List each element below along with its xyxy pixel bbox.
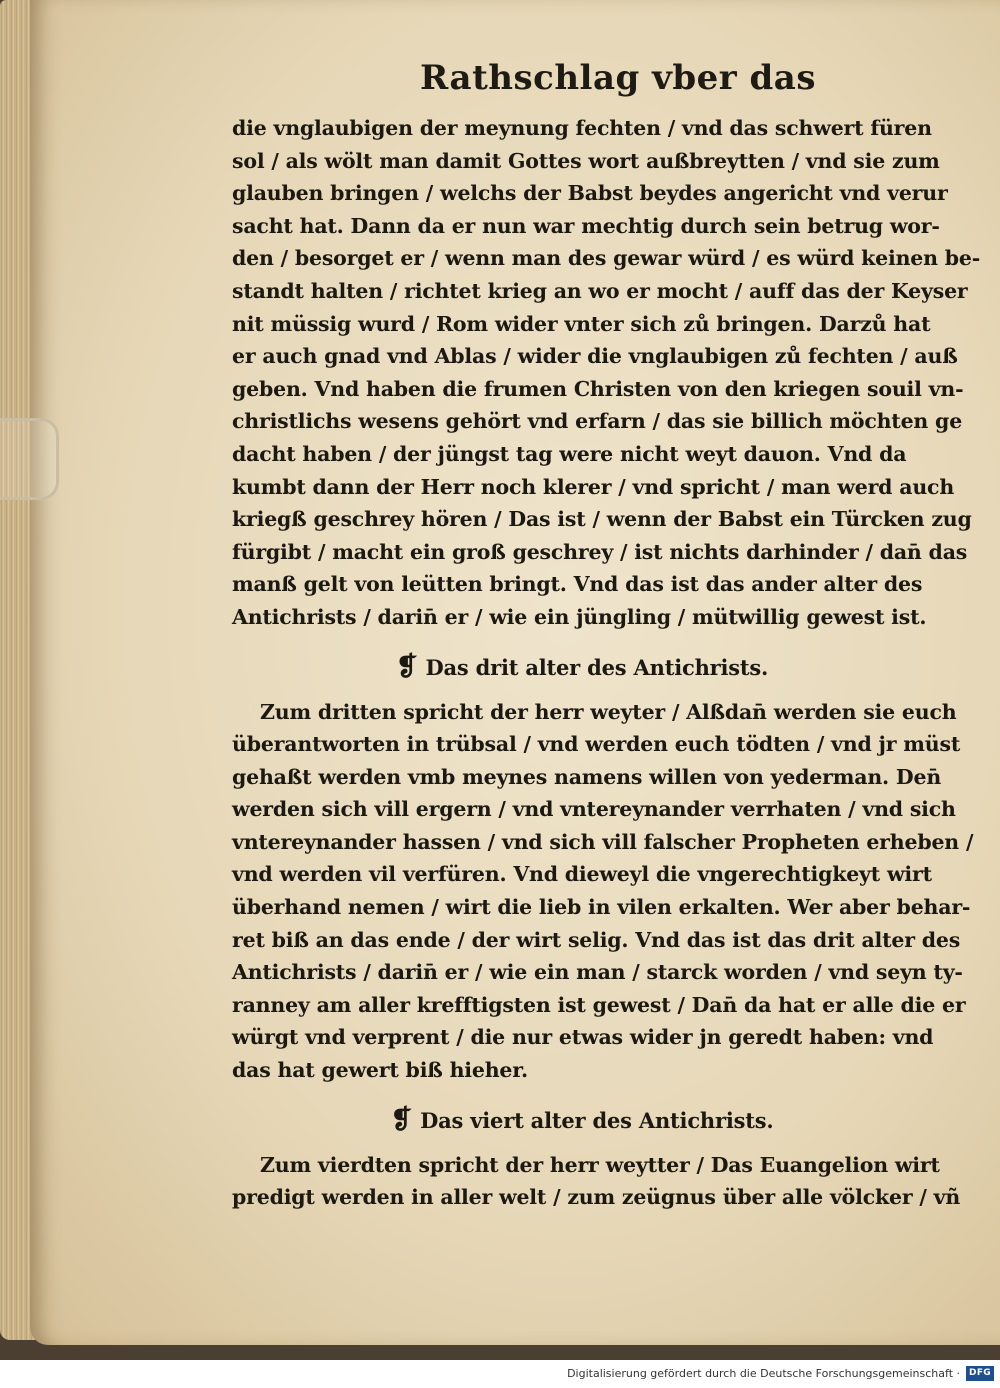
text-line: Zum dritten spricht der herr weyter / Alßdan̄ werden sie euch — [260, 699, 957, 724]
text-line: dacht haben / der jüngst tag were nicht weyt dauon. Vnd da — [232, 441, 907, 466]
text-line: predigt werden in aller welt / zum zeügnus über alle völcker / vñ — [232, 1185, 961, 1210]
text-line: geben. Vnd haben die frumen Christen von den kriegen souil vn- — [232, 376, 964, 401]
pilcrow-icon: ❡ — [395, 651, 418, 682]
text-line: das hat gewert biß hieher. — [232, 1058, 528, 1083]
text-line: vntereynander hassen / vnd sich vill falscher Propheten erheben / — [232, 829, 974, 854]
paragraph-third-age — [232, 696, 974, 1087]
section-heading-text: Das drit alter des Antichrists. — [425, 654, 769, 680]
dfg-logo: DFG — [966, 1366, 994, 1381]
paragraph-antichrist-second-age — [232, 112, 981, 634]
text-line: christlichs wesens gehört vnd erfarn / das sie billich möchten ge — [232, 409, 963, 434]
section-heading-fourth-age — [232, 1097, 932, 1143]
text-line: standt halten / richtet krieg an wo er mocht / auff das der Keyser — [232, 278, 968, 303]
pilcrow-icon: ❡ — [390, 1104, 413, 1135]
text-line: die vnglaubigen der meynung fechten / vnd das schwert füren — [232, 116, 932, 140]
paragraph-fourth-age — [232, 1149, 961, 1214]
text-line: kumbt dann der Herr noch klerer / vnd spricht / man werd auch — [232, 474, 955, 499]
footer-bar — [0, 1360, 1000, 1388]
running-head: Rathschlag vber das — [420, 58, 816, 98]
text-line: glauben bringen / welchs der Babst beydes angericht vnd verur — [232, 181, 948, 206]
text-line: kriegß geschrey hören / Das ist / wenn der Babst ein Türcken zug — [232, 507, 972, 532]
text-line: manß gelt von leütten bringt. Vnd das ist das ander alter des — [232, 572, 923, 597]
text-line: überhand nemen / wirt die lieb in vilen erkalten. Wer aber behar- — [232, 895, 971, 920]
text-line: überantworten in trübsal / vnd werden euch tödten / vnd jr müst — [232, 732, 961, 757]
text-line: fürgibt / macht ein groß geschrey / ist nichts darhinder / dan̄ das — [232, 539, 968, 564]
text-line: den / besorget er / wenn man des gewar würd / es würd keinen be- — [232, 246, 981, 271]
text-line: ranney am aller krefftigsten ist gewest / Dan̄ da hat er alle die er — [232, 992, 966, 1017]
text-line: ret biß an das ende / der wirt selig. Vnd das ist das drit alter des — [232, 927, 961, 952]
text-line: sacht hat. Dann da er nun war mechtig durch sein betrug wor- — [232, 213, 940, 238]
text-line: Zum vierdten spricht der herr weytter / Das Euangelion wirt — [260, 1152, 940, 1177]
text-line: gehaßt werden vmb meynes namens willen von yederman. Den̄ — [232, 764, 942, 789]
text-line: vnd werden vil verfüren. Vnd dieweyl die vngerechtigkeyt wirt — [232, 862, 932, 887]
section-heading-text: Das viert alter des Antichrists. — [420, 1107, 774, 1133]
section-heading-third-age — [232, 644, 932, 690]
text-line: würgt vnd verprent / die nur etwas wider jn geredt haben: vnd — [232, 1025, 934, 1050]
text-line: Antichrists / darin̄ er / wie ein jüngling / mütwillig gewest ist. — [232, 604, 927, 629]
text-line: werden sich vill ergern / vnd vntereynander verrhaten / vnd sich — [232, 797, 956, 822]
text-line: Antichrists / darin̄ er / wie ein man / starck worden / vnd seyn ty- — [232, 960, 963, 985]
text-line: nit müssig wurd / Rom wider vnter sich zů bringen. Darzů hat — [232, 311, 931, 336]
text-line: er auch gnad vnd Ablas / wider die vnglaubigen zů fechten / auß — [232, 344, 958, 369]
page-clip — [0, 418, 59, 500]
text-block — [232, 112, 981, 1214]
text-line: sol / als wölt man damit Gottes wort außbreytten / vnd sie zum — [232, 148, 940, 173]
funding-notice: Digitalisierung gefördert durch die Deutsche Forschungsgemeinschaft · — [567, 1367, 960, 1380]
